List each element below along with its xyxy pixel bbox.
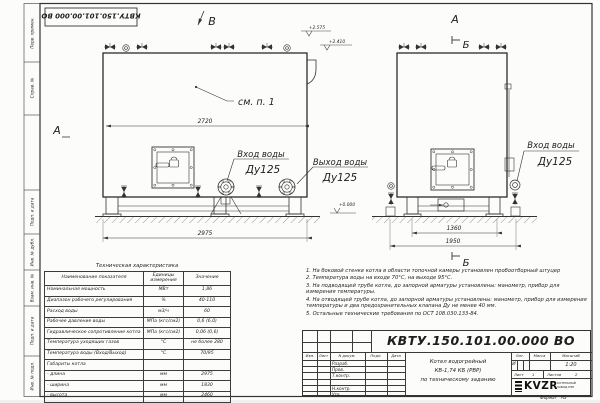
margin-label: Перв. примен. bbox=[29, 17, 35, 49]
elevation-value: +2.575 bbox=[308, 26, 326, 31]
table-row: Габариты котла bbox=[45, 360, 231, 371]
view-letter-b: В bbox=[208, 15, 216, 28]
sheet-label: Лист bbox=[514, 371, 524, 377]
tb-line bbox=[517, 360, 518, 370]
top-stamp-number: КВТУ.150.101.00.000 ВО bbox=[41, 11, 141, 20]
boiler-door bbox=[431, 149, 474, 190]
boiler-side-view bbox=[52, 11, 368, 242]
boiler-door bbox=[152, 147, 194, 188]
scale-label: Масштаб bbox=[562, 353, 580, 358]
support-frame bbox=[386, 197, 520, 217]
door-handle bbox=[156, 163, 169, 167]
margin-label: Справ. № bbox=[29, 77, 35, 99]
tb-header-col: Лист bbox=[318, 353, 329, 358]
doc-title-line: Котел водогрейный bbox=[429, 359, 487, 365]
lock-icon bbox=[448, 157, 457, 167]
doc-number: КВТУ.150.101.00.000 ВО bbox=[386, 333, 576, 348]
mass-label: Масса bbox=[533, 353, 546, 358]
tb-header-col: N докум. bbox=[338, 353, 356, 358]
right-valve-icon bbox=[512, 193, 518, 205]
note-line: 2. Температура воды на входе 70°С, на выходе 95°С. bbox=[306, 275, 453, 282]
tb-row-label: Разраб. bbox=[332, 360, 349, 366]
tb-header-col: Изм. bbox=[305, 353, 315, 358]
table-row: - ширина мм 1830 bbox=[45, 381, 231, 392]
kvzr-logo-text: KVZR bbox=[524, 380, 558, 392]
dim-value: 1950 bbox=[445, 239, 461, 245]
inlet-size: Ду125 bbox=[537, 156, 573, 168]
title-block bbox=[302, 330, 591, 396]
tech-table-title: Техническая характеристика bbox=[95, 263, 179, 269]
label-leader bbox=[227, 159, 234, 181]
tb-line bbox=[352, 331, 353, 352]
dim-value: 2720 bbox=[197, 119, 213, 125]
table-row: Номинальная мощность МВт 1,86 bbox=[45, 286, 231, 297]
company-sub: ЗАВОД РЭП bbox=[557, 385, 575, 389]
flange-inlet bbox=[218, 179, 234, 195]
table-row: Расход воды м3/ч 60 bbox=[45, 307, 231, 318]
section-letter: Б bbox=[462, 40, 470, 51]
boiler-front-view bbox=[330, 13, 579, 269]
margin-label: Взам. инв. № bbox=[29, 273, 35, 303]
sheets-value: 2 bbox=[575, 371, 578, 377]
top-valve-icon bbox=[398, 43, 507, 50]
inlet-label: Вход воды bbox=[527, 141, 575, 151]
ground-hatch bbox=[95, 217, 320, 223]
margin-label: Инв. № подл. bbox=[29, 361, 35, 391]
top-stamp bbox=[41, 8, 140, 26]
tb-line bbox=[303, 372, 405, 373]
ground-hatch bbox=[372, 217, 537, 223]
side-pipe bbox=[307, 60, 316, 84]
doc-title-line: КВ-1,74 КБ (РВР) bbox=[434, 368, 482, 374]
table-row: Гидравлическое сопротивление котла МПа (кгс/см2) 0,06 (0,6) bbox=[45, 328, 231, 339]
col-header: Значение bbox=[184, 272, 231, 286]
tb-line bbox=[317, 331, 318, 397]
margin-label: Подп. и дата bbox=[29, 316, 35, 346]
outlet-label: Выход воды bbox=[312, 158, 368, 168]
table-row: - высота мм 2460 bbox=[45, 391, 231, 402]
top-valve-icon bbox=[104, 43, 290, 51]
see-note-label: см. п. 1 bbox=[238, 97, 275, 108]
tb-header-col: Дата bbox=[391, 353, 401, 358]
tb-line bbox=[511, 352, 512, 397]
side-valve-icon bbox=[388, 193, 394, 205]
tb-line bbox=[303, 391, 405, 392]
tech-table bbox=[44, 271, 230, 403]
drain-valve-icon bbox=[195, 186, 201, 198]
note-line: 5. Остальные технические требования по ОСТ 108.030.133-84. bbox=[306, 310, 479, 317]
tb-row-label: Н.контр. bbox=[332, 385, 351, 391]
door-handle bbox=[432, 166, 445, 170]
dim-value: 1360 bbox=[446, 226, 462, 232]
inlet-label: Вход воды bbox=[237, 150, 285, 160]
tb-line bbox=[330, 331, 331, 397]
tb-line bbox=[303, 342, 371, 343]
tb-line bbox=[529, 352, 530, 370]
view-arrow bbox=[198, 11, 204, 25]
tb-line bbox=[303, 366, 405, 367]
format-word: Формат bbox=[540, 395, 557, 400]
inlet-size: Ду125 bbox=[245, 164, 281, 176]
format-label bbox=[540, 395, 567, 400]
label-leader bbox=[517, 151, 524, 181]
tb-line bbox=[303, 379, 405, 380]
margin-label: Инв. № дубл. bbox=[29, 237, 35, 267]
elevation-value: +2.410 bbox=[328, 40, 346, 45]
right-connection bbox=[510, 180, 520, 190]
view-letter-a: А bbox=[53, 124, 61, 137]
margin-label: Подп. и дата bbox=[29, 197, 35, 227]
tb-line bbox=[511, 378, 592, 379]
lock-icon bbox=[170, 157, 179, 167]
dim-value: 2975 bbox=[197, 231, 213, 237]
support-frame bbox=[103, 197, 304, 217]
section-mark bbox=[452, 252, 460, 260]
tb-line bbox=[405, 352, 406, 397]
note-line: 3. На подводящей трубе котла, до запорной арматуры установлены: манометр, прибор для измерения температуры. bbox=[306, 282, 560, 296]
col-header: Единицы измерения bbox=[144, 272, 184, 286]
tb-line bbox=[550, 352, 551, 370]
note-line: 1. На боковой стенке котла в области топочной камеры установлен пробоотборный штуцер bbox=[306, 268, 561, 274]
tb-header-col: Подп. bbox=[370, 353, 382, 358]
tb-line bbox=[303, 385, 405, 386]
flange-outlet bbox=[279, 179, 295, 195]
outlet-size: Ду125 bbox=[322, 172, 358, 184]
table-row: Температура уходящих газов °С не более 280 bbox=[45, 338, 231, 349]
col-header: Наименование показателя bbox=[45, 272, 144, 286]
table-row: Рабочее давление воды МПа (кгс/см2) 0,6 (6,0) bbox=[45, 317, 231, 328]
lit-value: И bbox=[512, 362, 516, 367]
tb-row-label: Утв. bbox=[332, 391, 341, 397]
drain-box bbox=[430, 199, 464, 211]
section-mark bbox=[452, 36, 460, 44]
tb-line bbox=[303, 360, 405, 361]
table-row: Диапазон рабочего регулирования % 40-110 bbox=[45, 296, 231, 307]
notes-block bbox=[306, 268, 590, 318]
dim-ext bbox=[390, 219, 516, 250]
table-row: - длина мм 2975 bbox=[45, 370, 231, 381]
tb-line bbox=[371, 331, 372, 352]
tb-row-label: Пров. bbox=[332, 367, 345, 372]
kvzr-logo-icon bbox=[515, 381, 522, 392]
sheets-label: Листов bbox=[547, 371, 562, 377]
drain-valve-icon bbox=[256, 186, 262, 198]
elevation-value: +0.000 bbox=[338, 203, 356, 208]
view-letter-a: А bbox=[451, 13, 459, 26]
table-row: Температура воды (Вход/Выход) °С 70/95 bbox=[45, 349, 231, 360]
note-line: 4. На отводящей трубе котла, до запорной арматуры установлены: манометр, прибор для измерения температуры и два предохранительных клапана Ду не менее 40 мм. bbox=[306, 296, 587, 310]
lit-label: Лит. bbox=[515, 353, 525, 358]
sheet-value: 1 bbox=[532, 371, 535, 377]
elevation-tick bbox=[334, 208, 340, 213]
format-value: А3 bbox=[561, 395, 567, 400]
tech-table-header bbox=[45, 272, 231, 286]
drain-valve-icon bbox=[121, 186, 127, 198]
side-flange bbox=[388, 183, 395, 190]
company-sub: КОТЕЛЬНЫЙ bbox=[557, 381, 576, 385]
section-letter: Б bbox=[462, 258, 470, 269]
callout-leader bbox=[196, 87, 234, 101]
margin-labels bbox=[30, 17, 35, 390]
doc-title-line: по техническому заданию bbox=[420, 377, 496, 383]
tb-line bbox=[543, 370, 544, 378]
tb-line bbox=[523, 360, 524, 370]
label-leader bbox=[297, 167, 313, 184]
tb-row-label: Т.контр. bbox=[332, 373, 351, 379]
scale-value: 1:20 bbox=[565, 362, 577, 368]
